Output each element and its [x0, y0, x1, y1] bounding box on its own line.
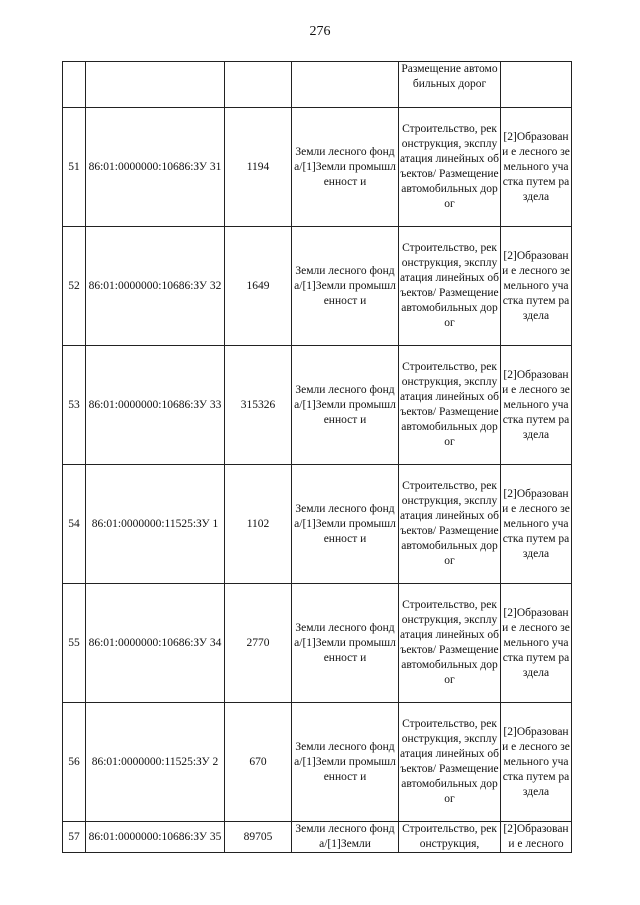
cell-category: Земли лесного фонда/[1]Земли промышленност и: [292, 108, 399, 227]
table-row-carryover: [63, 62, 572, 108]
cell-cadastral: 86:01:0000000:10686:ЗУ 31: [86, 108, 225, 227]
table-row: [63, 108, 572, 227]
cell-category: Земли лесного фонда/[1]Земли промышленност и: [292, 227, 399, 346]
cell-area: 315326: [225, 346, 292, 465]
cell-use: Строительство, реконструкция, эксплуатация линейных объектов/ Размещение автомобильных дорог: [399, 227, 501, 346]
cell-cadastral: 86:01:0000000:11525:ЗУ 2: [86, 703, 225, 822]
table-row: [63, 465, 572, 584]
cell-formation: [2]Образовани е лесного земельного участка путем раздела: [501, 703, 572, 822]
cell-cadastral: 86:01:0000000:10686:ЗУ 34: [86, 584, 225, 703]
cell-formation: [2]Образовани е лесного земельного участка путем раздела: [501, 346, 572, 465]
cell-cadastral: 86:01:0000000:11525:ЗУ 1: [86, 465, 225, 584]
land-plots-table: [62, 61, 572, 853]
cell-use: Строительство, реконструкция,: [399, 822, 501, 853]
cell-area: 1194: [225, 108, 292, 227]
cell-use: Строительство, реконструкция, эксплуатация линейных объектов/ Размещение автомобильных дорог: [399, 465, 501, 584]
cell-formation: [501, 62, 572, 108]
table-row: [63, 822, 572, 853]
cell-formation: [2]Образовани е лесного: [501, 822, 572, 853]
cell-category: Земли лесного фонда/[1]Земли промышленност и: [292, 346, 399, 465]
cell-category: Земли лесного фонда/[1]Земли промышленност и: [292, 465, 399, 584]
table-row: [63, 584, 572, 703]
cell-area: 1102: [225, 465, 292, 584]
cell-formation: [2]Образовани е лесного земельного участка путем раздела: [501, 465, 572, 584]
cell-use: Размещение автомобильных дорог: [399, 62, 501, 108]
cell-cadastral: 86:01:0000000:10686:ЗУ 32: [86, 227, 225, 346]
cell-category: [292, 62, 399, 108]
cell-use: Строительство, реконструкция, эксплуатация линейных объектов/ Размещение автомобильных дорог: [399, 346, 501, 465]
cell-use: Строительство, реконструкция, эксплуатация линейных объектов/ Размещение автомобильных дорог: [399, 584, 501, 703]
cell-area: 1649: [225, 227, 292, 346]
cell-category: Земли лесного фонда/[1]Земли промышленност и: [292, 703, 399, 822]
cell-area: 2770: [225, 584, 292, 703]
cell-cadastral: 86:01:0000000:10686:ЗУ 33: [86, 346, 225, 465]
cell-num: 55: [63, 584, 86, 703]
cell-num: 56: [63, 703, 86, 822]
cell-num: 57: [63, 822, 86, 853]
table-row: [63, 227, 572, 346]
cell-num: 52: [63, 227, 86, 346]
cell-num: 54: [63, 465, 86, 584]
table-row: [63, 346, 572, 465]
cell-category: Земли лесного фонда/[1]Земли промышленност и: [292, 584, 399, 703]
cell-formation: [2]Образовани е лесного земельного участка путем раздела: [501, 227, 572, 346]
cell-formation: [2]Образовани е лесного земельного участка путем раздела: [501, 108, 572, 227]
table-row: [63, 703, 572, 822]
cell-category: Земли лесного фонда/[1]Земли: [292, 822, 399, 853]
cell-formation: [2]Образовани е лесного земельного участка путем раздела: [501, 584, 572, 703]
page-number: 276: [309, 24, 331, 39]
cell-area: 670: [225, 703, 292, 822]
cell-num: 53: [63, 346, 86, 465]
cell-area: 89705: [225, 822, 292, 853]
cell-use: Строительство, реконструкция, эксплуатация линейных объектов/ Размещение автомобильных дорог: [399, 108, 501, 227]
cell-area: [225, 62, 292, 108]
cell-use: Строительство, реконструкция, эксплуатация линейных объектов/ Размещение автомобильных дорог: [399, 703, 501, 822]
cell-num: 51: [63, 108, 86, 227]
cell-cadastral: 86:01:0000000:10686:ЗУ 35: [86, 822, 225, 853]
cell-num: [63, 62, 86, 108]
cell-cadastral: [86, 62, 225, 108]
